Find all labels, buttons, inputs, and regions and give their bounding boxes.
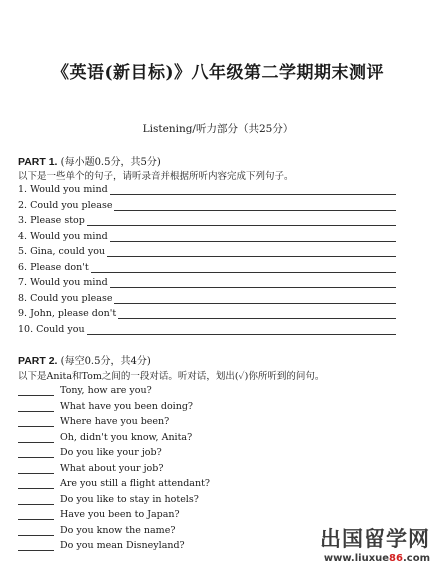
check-blank[interactable] — [18, 401, 54, 412]
answer-line[interactable] — [87, 324, 396, 335]
check-blank[interactable] — [18, 509, 54, 520]
list-item: Tony, how are you? — [18, 382, 152, 396]
list-item: Do you know the name? — [18, 522, 175, 536]
part2-note: (每空0.5分，共4分) — [60, 356, 151, 367]
answer-line[interactable] — [110, 231, 396, 242]
check-blank[interactable] — [18, 385, 54, 396]
part1-label: PART 1. — [18, 156, 58, 168]
check-blank[interactable] — [18, 447, 54, 458]
list-item: Do you mean Disneyland? — [18, 537, 185, 551]
list-item: 6. Please don't — [18, 259, 396, 273]
list-item: Where have you been? — [18, 413, 169, 427]
site-watermark — [320, 523, 430, 564]
part2-label: PART 2. — [18, 355, 58, 367]
list-item: 4. Would you mind — [18, 228, 396, 242]
answer-line[interactable] — [110, 277, 396, 288]
list-item: 5. Gina, could you — [18, 243, 396, 257]
list-item: Have you been to Japan? — [18, 506, 180, 520]
list-item: 9. John, please don't — [18, 305, 396, 319]
answer-line[interactable] — [110, 184, 396, 195]
list-item: 1. Would you mind — [18, 181, 396, 195]
answer-line[interactable] — [107, 246, 396, 257]
check-blank[interactable] — [18, 478, 54, 489]
list-item: 7. Would you mind — [18, 274, 396, 288]
list-item: Oh, didn't you know, Anita? — [18, 429, 192, 443]
list-item: Do you like to stay in hotels? — [18, 491, 199, 505]
watermark-name: 出国留学网 — [320, 527, 430, 551]
watermark-url: www.liuxue86.com — [323, 553, 430, 564]
answer-line[interactable] — [114, 200, 396, 211]
check-blank[interactable] — [18, 494, 54, 505]
list-item: 3. Please stop — [18, 212, 396, 226]
check-blank[interactable] — [18, 416, 54, 427]
check-blank[interactable] — [18, 432, 54, 443]
section-subtitle: Listening/听力部分（共25分） — [142, 123, 294, 135]
list-item: 8. Could you please — [18, 290, 396, 304]
list-item: Do you like your job? — [18, 444, 162, 458]
part2-instruction: 以下是Anita和Tom之间的一段对话。听对话，划出(✓)你所听到的问句。 — [18, 371, 325, 382]
list-item: 2. Could you please — [18, 197, 396, 211]
part1-note: (每小题0.5分，共5分) — [60, 157, 161, 168]
answer-line[interactable] — [114, 293, 396, 304]
part1-instruction: 以下是一些单个的句子，请听录音并根据所听内容完成下列句子。 — [18, 171, 294, 182]
list-item: What about your job? — [18, 460, 163, 474]
list-item: 10. Could you — [18, 321, 396, 335]
check-blank[interactable] — [18, 525, 54, 536]
part2-heading — [18, 352, 151, 367]
list-item: What have you been doing? — [18, 398, 193, 412]
answer-line[interactable] — [87, 215, 396, 226]
document-title: 《英语(新目标)》八年级第二学期期末测评 — [51, 63, 385, 83]
check-blank[interactable] — [18, 540, 54, 551]
answer-line[interactable] — [118, 308, 396, 319]
check-blank[interactable] — [18, 463, 54, 474]
answer-line[interactable] — [91, 262, 396, 273]
list-item: Are you still a flight attendant? — [18, 475, 210, 489]
part1-heading — [18, 153, 161, 168]
